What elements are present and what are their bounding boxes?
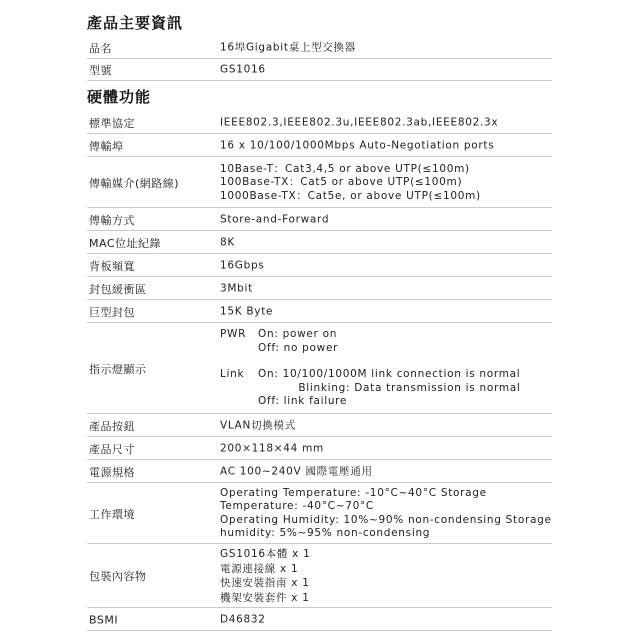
spec-value-line: 電源連接線 x 1 — [220, 562, 299, 575]
spec-value: 16 x 10/100/1000Mbps Auto-Negotiation ports — [220, 138, 495, 151]
led-state: Blinking: Data transmission is normal — [258, 381, 521, 394]
spec-label: 工作環境 — [89, 507, 135, 521]
led-state: On: power on — [258, 328, 338, 340]
spec-row-ports — [87, 134, 552, 157]
led-state: Off: link failure — [258, 395, 348, 407]
spec-value-line: 快速安裝指南 x 1 — [220, 577, 310, 589]
spec-label: 標準協定 — [89, 116, 135, 130]
spec-row-leds — [87, 323, 552, 414]
spec-row-button — [87, 414, 552, 437]
led-state: On: 10/100/1000M link connection is normal — [258, 368, 521, 380]
spec-value — [220, 162, 481, 203]
spec-value: AC 100~240V 國際電壓通用 — [220, 464, 373, 477]
spec-value-line: 100Base-TX：Cat5 or above UTP(≤100m) — [220, 175, 463, 188]
spec-label: 巨型封包 — [89, 305, 135, 319]
spec-label: 傳輸方式 — [89, 213, 135, 227]
spec-value: 16Gbps — [220, 258, 265, 271]
spec-label: 傳輸埠 — [89, 139, 124, 153]
spec-row-buffer — [87, 277, 552, 300]
spec-label: 產品按鈕 — [89, 419, 135, 433]
spec-row-transfer — [87, 208, 552, 231]
spec-value-line: Operating Humidity: 10%~90% non-condensing Storage — [220, 513, 552, 526]
spec-row-media — [87, 157, 552, 208]
spec-row-backplane — [87, 254, 552, 277]
spec-row-power — [87, 460, 552, 483]
spec-row-mac — [87, 231, 552, 254]
spec-value: D46832 — [220, 612, 266, 625]
spec-row-jumbo — [87, 300, 552, 323]
led-state: Off: no power — [258, 341, 339, 354]
spec-sheet — [87, 0, 552, 640]
spec-label: 電源規格 — [89, 465, 135, 479]
led-name: PWR — [220, 328, 247, 340]
spec-label: 指示燈顯示 — [89, 362, 147, 376]
led-name: Link — [220, 368, 245, 380]
spec-value-line: Temperature: -40°C~70°C — [220, 500, 374, 512]
spec-value-line: GS1016本體 x 1 — [220, 548, 311, 560]
section-title-hardware: 硬體功能 — [87, 88, 152, 106]
spec-label: 封包緩衝區 — [89, 282, 147, 296]
spec-label: BSMI — [89, 613, 119, 626]
spec-row-product-name — [87, 37, 552, 59]
spec-value-line: Operating Temperature: -10°C~40°C Storage — [220, 486, 487, 499]
spec-label: 傳輸媒介(網路線) — [89, 176, 180, 190]
spec-row-bsmi — [87, 608, 552, 631]
spec-value: 3Mbit — [220, 281, 253, 294]
spec-row-model — [87, 59, 552, 81]
spec-label: MAC位址紀錄 — [89, 236, 162, 250]
spec-label: 背板頻寬 — [89, 259, 135, 273]
spec-value-line: humidity: 5%~95% non-condensing — [220, 527, 431, 539]
spec-label: 包裝內容物 — [89, 570, 147, 583]
spec-label: 產品尺寸 — [89, 442, 135, 456]
spec-row-environment — [87, 483, 552, 544]
spec-value-line: 10Base-T：Cat3,4,5 or above UTP(≤100m) — [220, 162, 470, 175]
spec-label: 品名 — [89, 42, 112, 55]
spec-value: GS1016 — [220, 63, 266, 76]
spec-value: 8K — [220, 235, 235, 248]
section-title-product-info: 產品主要資訊 — [87, 14, 184, 32]
spec-value-line: 1000Base-TX：Cat5e, or above UTP(≤100m) — [220, 189, 481, 202]
spec-value: 200×118×44 mm — [220, 441, 324, 454]
led-states — [258, 328, 338, 355]
spec-value-line: 機架安裝套件 x 1 — [220, 591, 310, 604]
spec-value — [220, 487, 552, 541]
spec-row-package — [87, 544, 552, 608]
spec-row-standard — [87, 111, 552, 134]
spec-value: VLAN切換模式 — [220, 418, 296, 431]
spec-value: Store-and-Forward — [220, 212, 330, 225]
spec-value — [220, 547, 311, 605]
spec-value: 15K Byte — [220, 304, 274, 317]
spec-row-size — [87, 437, 552, 460]
led-states — [258, 368, 521, 409]
spec-label: 型號 — [89, 64, 112, 77]
spec-value: IEEE802.3,IEEE802.3u,IEEE802.3ab,IEEE802.3x — [220, 115, 499, 128]
spec-value: 16埠Gigabit桌上型交換器 — [220, 41, 356, 54]
